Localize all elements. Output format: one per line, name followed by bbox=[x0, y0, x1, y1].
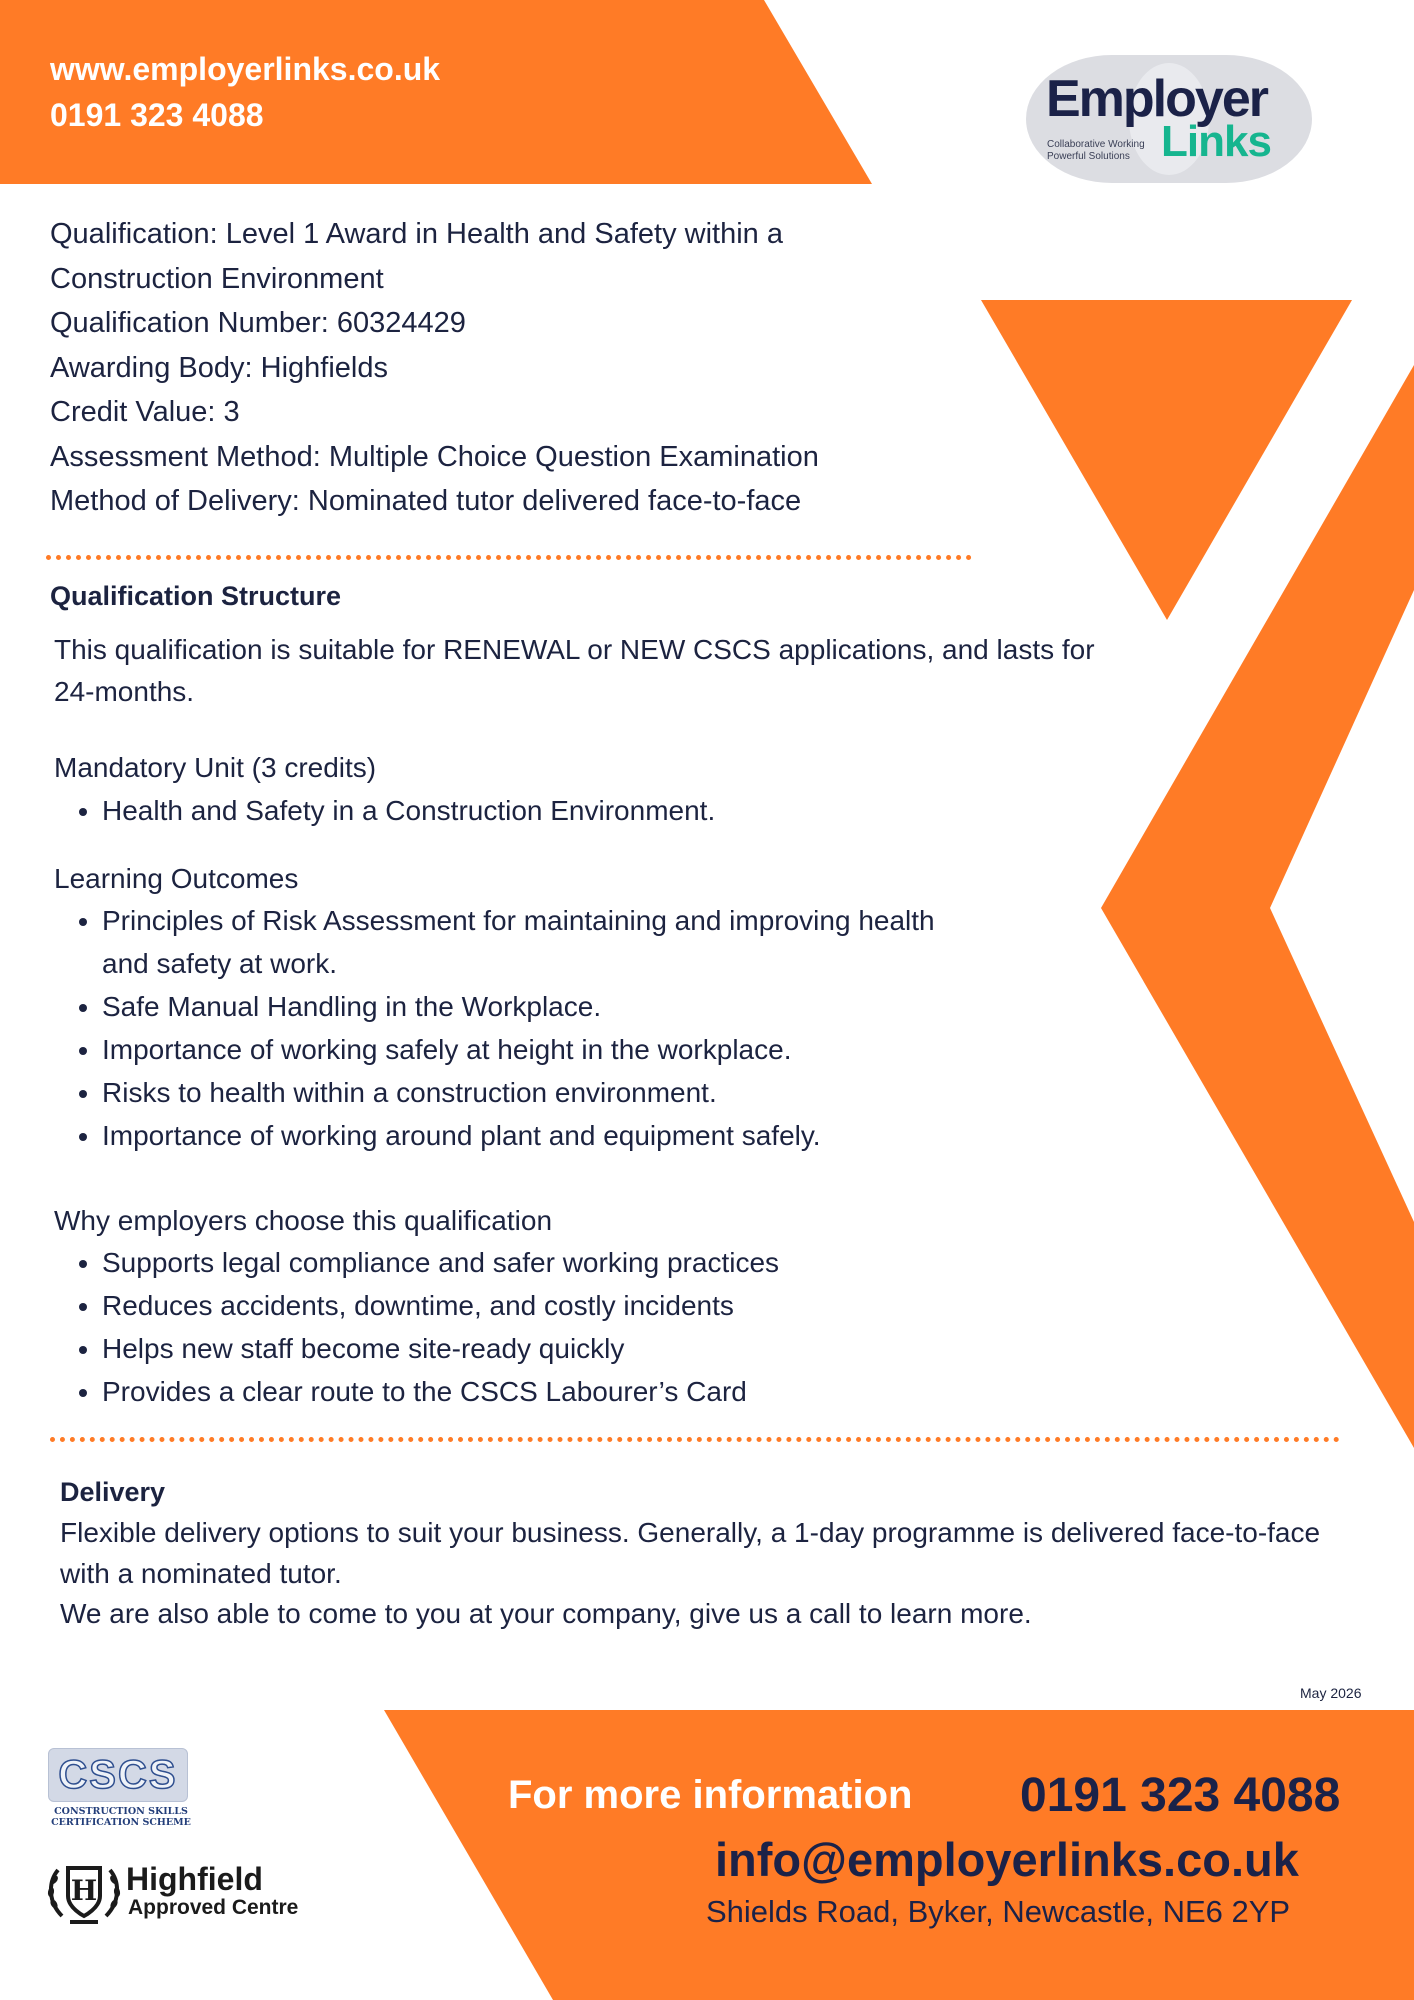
cscs-caption-1: CONSTRUCTION SKILLS bbox=[54, 1806, 188, 1817]
section-heading-delivery: Delivery bbox=[60, 1477, 166, 1507]
footer-label: For more information bbox=[508, 1773, 913, 1817]
delivery-line: Flexible delivery options to suit your business. Generally, a 1-day programme is delivered face-to-face with a nominated tutor. bbox=[60, 1517, 1321, 1589]
cscs-caption bbox=[48, 1806, 194, 1828]
dotted-divider bbox=[50, 1437, 1340, 1442]
header-contact bbox=[50, 46, 440, 138]
logo-word-employer: Employer bbox=[1046, 70, 1267, 128]
footer-phone[interactable]: 0191 323 4088 bbox=[1020, 1769, 1341, 1822]
cscs-caption-2: CERTIFICATION SCHEME bbox=[51, 1817, 191, 1828]
learning-outcomes-list bbox=[54, 899, 1032, 1157]
header-website-link[interactable]: www.employerlinks.co.uk bbox=[50, 51, 441, 87]
info-line: Qualification: Level 1 Award in Health and Safety within a bbox=[50, 218, 783, 250]
list-item: • Safe Manual Handling in the Workplace. bbox=[102, 985, 1032, 1028]
info-line: Construction Environment bbox=[50, 262, 384, 295]
dotted-divider bbox=[46, 555, 972, 560]
delivery-line: We are also able to come to you at your company, give us a call to learn more. bbox=[60, 1598, 1032, 1629]
highfield-approved: Approved Centre bbox=[128, 1896, 299, 1919]
list-item: • Importance of working safely at height in the workplace. bbox=[102, 1028, 1032, 1071]
list-item: • Reduces accidents, downtime, and costly incidents bbox=[102, 1284, 1042, 1327]
highfield-name: Highfield bbox=[126, 1861, 263, 1897]
employer-links-logo bbox=[1026, 55, 1312, 183]
cscs-mark: CSCS bbox=[48, 1748, 188, 1802]
structure-intro: This qualification is suitable for RENEWAL or NEW CSCS applications, and lasts for 24-months. bbox=[54, 634, 1095, 707]
footer-address: Shields Road, Byker, Newcastle, NE6 2YP bbox=[706, 1894, 1291, 1929]
footer-email-link[interactable]: info@employerlinks.co.uk bbox=[715, 1833, 1299, 1886]
qualification-info bbox=[50, 212, 970, 524]
logo-tagline-1: Collaborative Working bbox=[1047, 139, 1145, 150]
mandatory-unit-list bbox=[54, 789, 1042, 832]
list-item: • Risks to health within a construction environment. bbox=[102, 1071, 1032, 1114]
list-item: • Importance of working around plant and equipment safely. bbox=[102, 1114, 1032, 1157]
list-item: • Helps new staff become site-ready quickly bbox=[102, 1327, 1042, 1370]
learning-outcomes-heading: Learning Outcomes bbox=[54, 863, 299, 894]
document-date: May 2026 bbox=[1300, 1685, 1362, 1701]
logo-tagline bbox=[1047, 139, 1145, 163]
header-phone[interactable]: 0191 323 4088 bbox=[50, 97, 264, 133]
delivery-text bbox=[60, 1513, 1360, 1635]
logo-tagline-2: Powerful Solutions bbox=[1047, 151, 1130, 162]
logo-word-links: Links bbox=[1161, 117, 1271, 166]
info-line: Awarding Body: Highfields bbox=[50, 351, 388, 384]
info-line: Method of Delivery: Nominated tutor delivered face-to-face bbox=[50, 485, 802, 517]
list-item: • Provides a clear route to the CSCS Labourer’s Card bbox=[102, 1370, 1042, 1413]
why-employers-heading: Why employers choose this qualification bbox=[54, 1205, 553, 1236]
mandatory-unit-heading: Mandatory Unit (3 credits) bbox=[54, 752, 377, 783]
laurel-emblem-icon bbox=[44, 1858, 124, 1928]
highfield-logo bbox=[44, 1858, 334, 1928]
cscs-logo bbox=[48, 1748, 198, 1828]
list-item: • Supports legal compliance and safer working practices bbox=[102, 1241, 1042, 1284]
info-line: Assessment Method: Multiple Choice Question Examination bbox=[50, 440, 819, 473]
why-employers-list bbox=[54, 1241, 1042, 1413]
info-line: Qualification Number: 60324429 bbox=[50, 307, 466, 339]
info-line: Credit Value: 3 bbox=[50, 396, 240, 428]
list-item: • Principles of Risk Assessment for maintaining and improving health and safety at work. bbox=[102, 899, 982, 985]
emblem-letter: H bbox=[70, 1874, 98, 1907]
list-item: • Health and Safety in a Construction Environment. bbox=[102, 789, 1042, 832]
section-heading-structure: Qualification Structure bbox=[50, 581, 342, 611]
